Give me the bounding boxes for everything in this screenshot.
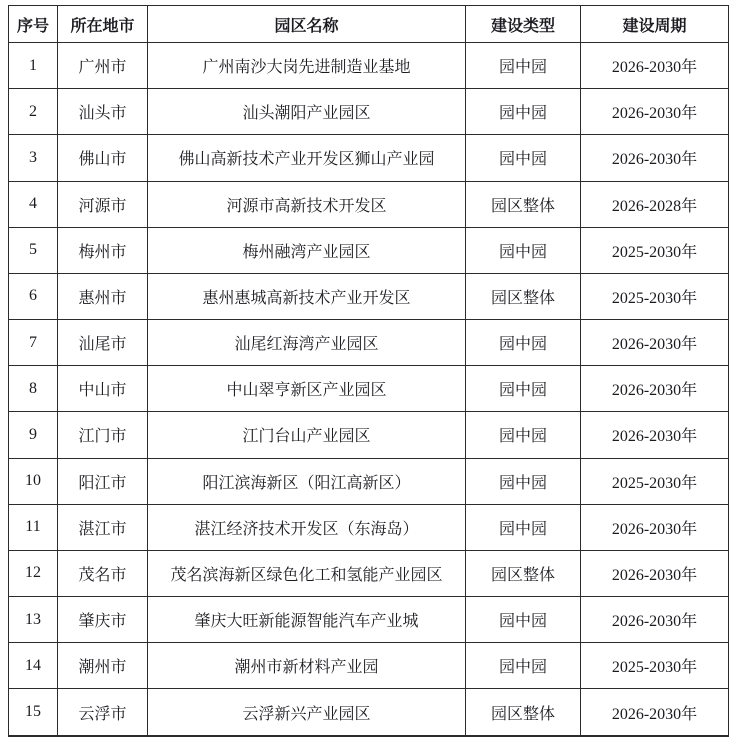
cell-construction-period: 2026-2030年 [581, 597, 729, 643]
cell-city: 湛江市 [58, 504, 148, 550]
cell-park-name: 茂名滨海新区绿色化工和氢能产业园区 [148, 550, 466, 596]
table-row [9, 412, 729, 458]
table-row [9, 89, 729, 135]
cell-city: 惠州市 [58, 273, 148, 319]
cell-city: 河源市 [58, 181, 148, 227]
cell-park-name: 湛江经济技术开发区（东海岛） [148, 504, 466, 550]
cell-city: 梅州市 [58, 227, 148, 273]
table-body [9, 43, 729, 737]
table-row [9, 550, 729, 596]
cell-construction-type: 园中园 [466, 504, 581, 550]
col-header-seq: 序号 [9, 6, 58, 43]
cell-city: 茂名市 [58, 550, 148, 596]
col-header-park-name: 园区名称 [148, 6, 466, 43]
cell-construction-type: 园区整体 [466, 550, 581, 596]
cell-seq: 9 [9, 412, 58, 458]
cell-city: 肇庆市 [58, 597, 148, 643]
cell-construction-period: 2026-2030年 [581, 366, 729, 412]
table-row [9, 643, 729, 689]
cell-park-name: 广州南沙大岗先进制造业基地 [148, 43, 466, 89]
cell-construction-period: 2026-2030年 [581, 689, 729, 736]
cell-city: 江门市 [58, 412, 148, 458]
cell-seq: 12 [9, 550, 58, 596]
cell-park-name: 河源市高新技术开发区 [148, 181, 466, 227]
cell-seq: 5 [9, 227, 58, 273]
table-row [9, 366, 729, 412]
col-header-construction-period: 建设周期 [581, 6, 729, 43]
industrial-parks-table [8, 5, 729, 737]
cell-construction-type: 园中园 [466, 89, 581, 135]
cell-park-name: 惠州惠城高新技术产业开发区 [148, 273, 466, 319]
cell-construction-period: 2026-2030年 [581, 135, 729, 181]
cell-construction-period: 2026-2030年 [581, 504, 729, 550]
cell-construction-type: 园中园 [466, 227, 581, 273]
cell-seq: 7 [9, 320, 58, 366]
cell-park-name: 佛山高新技术产业开发区狮山产业园 [148, 135, 466, 181]
table-row [9, 135, 729, 181]
cell-construction-period: 2026-2030年 [581, 412, 729, 458]
cell-construction-period: 2025-2030年 [581, 273, 729, 319]
cell-construction-type: 园区整体 [466, 273, 581, 319]
cell-construction-period: 2026-2030年 [581, 89, 729, 135]
cell-construction-type: 园中园 [466, 597, 581, 643]
cell-city: 汕尾市 [58, 320, 148, 366]
cell-city: 阳江市 [58, 458, 148, 504]
cell-city: 广州市 [58, 43, 148, 89]
cell-city: 汕头市 [58, 89, 148, 135]
cell-seq: 10 [9, 458, 58, 504]
cell-seq: 2 [9, 89, 58, 135]
table-row [9, 689, 729, 736]
table-row [9, 227, 729, 273]
cell-construction-type: 园中园 [466, 643, 581, 689]
table-row [9, 504, 729, 550]
table-row [9, 181, 729, 227]
cell-park-name: 江门台山产业园区 [148, 412, 466, 458]
cell-park-name: 肇庆大旺新能源智能汽车产业城 [148, 597, 466, 643]
cell-park-name: 阳江滨海新区（阳江高新区） [148, 458, 466, 504]
cell-construction-period: 2025-2030年 [581, 458, 729, 504]
cell-park-name: 汕头潮阳产业园区 [148, 89, 466, 135]
cell-construction-type: 园中园 [466, 412, 581, 458]
cell-construction-type: 园区整体 [466, 689, 581, 736]
col-header-city: 所在地市 [58, 6, 148, 43]
cell-park-name: 云浮新兴产业园区 [148, 689, 466, 736]
cell-seq: 14 [9, 643, 58, 689]
col-header-construction-type: 建设类型 [466, 6, 581, 43]
cell-park-name: 潮州市新材料产业园 [148, 643, 466, 689]
cell-construction-type: 园中园 [466, 135, 581, 181]
cell-city: 潮州市 [58, 643, 148, 689]
cell-seq: 15 [9, 689, 58, 736]
cell-seq: 11 [9, 504, 58, 550]
cell-construction-type: 园中园 [466, 366, 581, 412]
cell-city: 云浮市 [58, 689, 148, 736]
cell-construction-period: 2025-2030年 [581, 227, 729, 273]
cell-construction-period: 2026-2030年 [581, 550, 729, 596]
cell-construction-type: 园中园 [466, 43, 581, 89]
table-row [9, 43, 729, 89]
cell-park-name: 汕尾红海湾产业园区 [148, 320, 466, 366]
cell-construction-type: 园中园 [466, 458, 581, 504]
cell-seq: 8 [9, 366, 58, 412]
cell-construction-type: 园区整体 [466, 181, 581, 227]
cell-city: 佛山市 [58, 135, 148, 181]
cell-seq: 6 [9, 273, 58, 319]
cell-seq: 13 [9, 597, 58, 643]
cell-seq: 1 [9, 43, 58, 89]
cell-construction-period: 2026-2028年 [581, 181, 729, 227]
table-row [9, 597, 729, 643]
cell-construction-type: 园中园 [466, 320, 581, 366]
cell-seq: 4 [9, 181, 58, 227]
cell-construction-period: 2026-2030年 [581, 43, 729, 89]
table-row [9, 458, 729, 504]
cell-construction-period: 2025-2030年 [581, 643, 729, 689]
header-row [9, 6, 729, 43]
table-row [9, 273, 729, 319]
cell-city: 中山市 [58, 366, 148, 412]
cell-construction-period: 2026-2030年 [581, 320, 729, 366]
cell-seq: 3 [9, 135, 58, 181]
table-row [9, 320, 729, 366]
cell-park-name: 梅州融湾产业园区 [148, 227, 466, 273]
cell-park-name: 中山翠亨新区产业园区 [148, 366, 466, 412]
